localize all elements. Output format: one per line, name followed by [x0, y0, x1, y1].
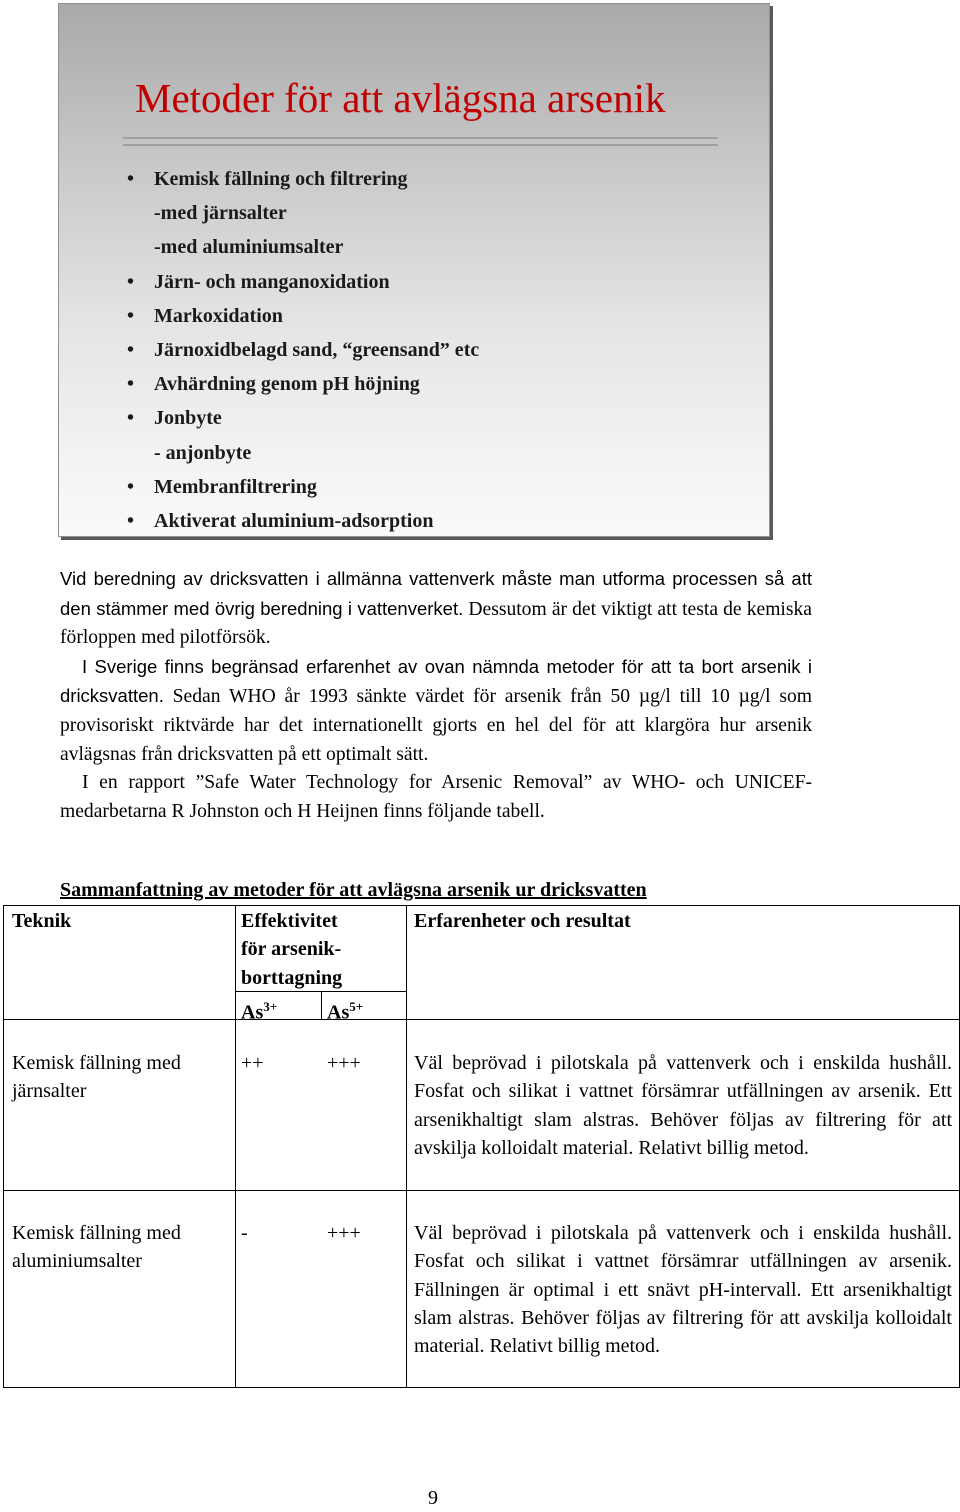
bullet-icon: •	[127, 338, 135, 361]
slide-list-item: • Kemisk fällning och filtrering	[127, 162, 479, 196]
row1-as3: ++	[241, 1052, 264, 1074]
table-caption: Sammanfattning av metoder för att avlägsna arsenik ur dricksvatten	[60, 879, 647, 901]
header-as3: $As^{3+}$	[241, 999, 278, 1024]
slide-list-item: • Membranfiltrering	[127, 470, 479, 504]
slide-list-item: -med järnsalter	[154, 202, 287, 225]
bullet-icon: •	[127, 270, 135, 293]
body-paragraph-2: I Sverige finns begränsad erfarenhet av ovan nämnda metoder för att ta bort arsenik i dricksvatten. Sedan WHO år 1993 sänkte värdet för arsenik från 50 µg/l till 10 µg/l som provisoriskt riktvärde har det internationellt gjorts en hel del för att klargöra hur arsenik avlägsnas från dricksvatten på ett optimalt sätt.	[60, 655, 812, 765]
header-erfarenheter: Erfarenheter och resultat	[414, 910, 631, 932]
bullet-icon: •	[127, 304, 135, 327]
title-divider	[123, 137, 718, 146]
body-paragraph-3: I en rapport ”Safe Water Technology for Arsenic Removal” av WHO- och UNICEF-medarbetarna R Johnston och H Heijnen finns följande tabell.	[60, 772, 812, 822]
slide-list-item: - anjonbyte	[154, 441, 252, 464]
body-paragraph-1: Vid beredning av dricksvatten i allmänna vattenverk måste man utforma processen så att den stämmer med övrig beredning i vattenverket. Dessutom är det viktigt att testa de kemiska förloppen med pilotförsök.	[60, 568, 812, 649]
bullet-icon: •	[127, 407, 135, 430]
header-teknik: Teknik	[12, 910, 72, 932]
slide-box	[58, 3, 770, 537]
bullet-icon: •	[127, 509, 135, 532]
row2-as3: -	[241, 1222, 248, 1244]
summary-table	[3, 905, 960, 1388]
header-as5: $As^{5+}$	[327, 999, 364, 1024]
slide-list-item: • Avhärdning genom pH höjning	[127, 367, 479, 401]
row2-erfarenheter: Väl beprövad i pilotskala på vattenverk och i enskilda hushåll. Fosfat och silikat i vattnet försämrar utfällningen av arsenik. Fällningen är optimal i ett snävt pH-intervall. Ett arsenikhaltigt slam alstras. Behöver följas av filtrering för att avskilja kolloidalt material. Relativt billig metod.	[414, 1222, 952, 1358]
row1-teknik: Kemisk fällning med järnsalter	[12, 1052, 181, 1103]
bullet-icon: •	[127, 475, 135, 498]
slide-list-item: • Jonbyte	[127, 401, 479, 435]
slide-list-item: • Aktiverat aluminium-adsorption	[127, 504, 479, 538]
row1-as5: +++	[327, 1052, 361, 1074]
slide-bullet-list	[127, 162, 479, 538]
slide-list-item: • Järnoxidbelagd sand, “greensand” etc	[127, 333, 479, 367]
page-number: 9	[428, 1487, 438, 1509]
bullet-icon: •	[127, 168, 135, 190]
row2-teknik: Kemisk fällning med aluminiumsalter	[12, 1222, 181, 1273]
slide-list-item: -med aluminiumsalter	[154, 236, 344, 259]
body-text	[60, 565, 812, 826]
slide-list-item: • Markoxidation	[127, 299, 479, 333]
slide-list-item: • Järn- och manganoxidation	[127, 265, 479, 299]
bullet-icon: •	[127, 373, 135, 396]
row2-as5: +++	[327, 1222, 361, 1244]
header-effektivitet: Effektivitet för arsenik- borttagning	[241, 910, 343, 989]
slide-title: Metoder för att avlägsna arsenik	[135, 75, 666, 121]
row1-erfarenheter: Väl beprövad i pilotskala på vattenverk och i enskilda hushåll. Fosfat och silikat i vattnet försämrar utfällningen av arsenik. Ett arsenikhaltigt slam alstras. Behöver följas av filtrering för att avskilja kolloidalt material. Relativt billig metod.	[414, 1052, 952, 1159]
